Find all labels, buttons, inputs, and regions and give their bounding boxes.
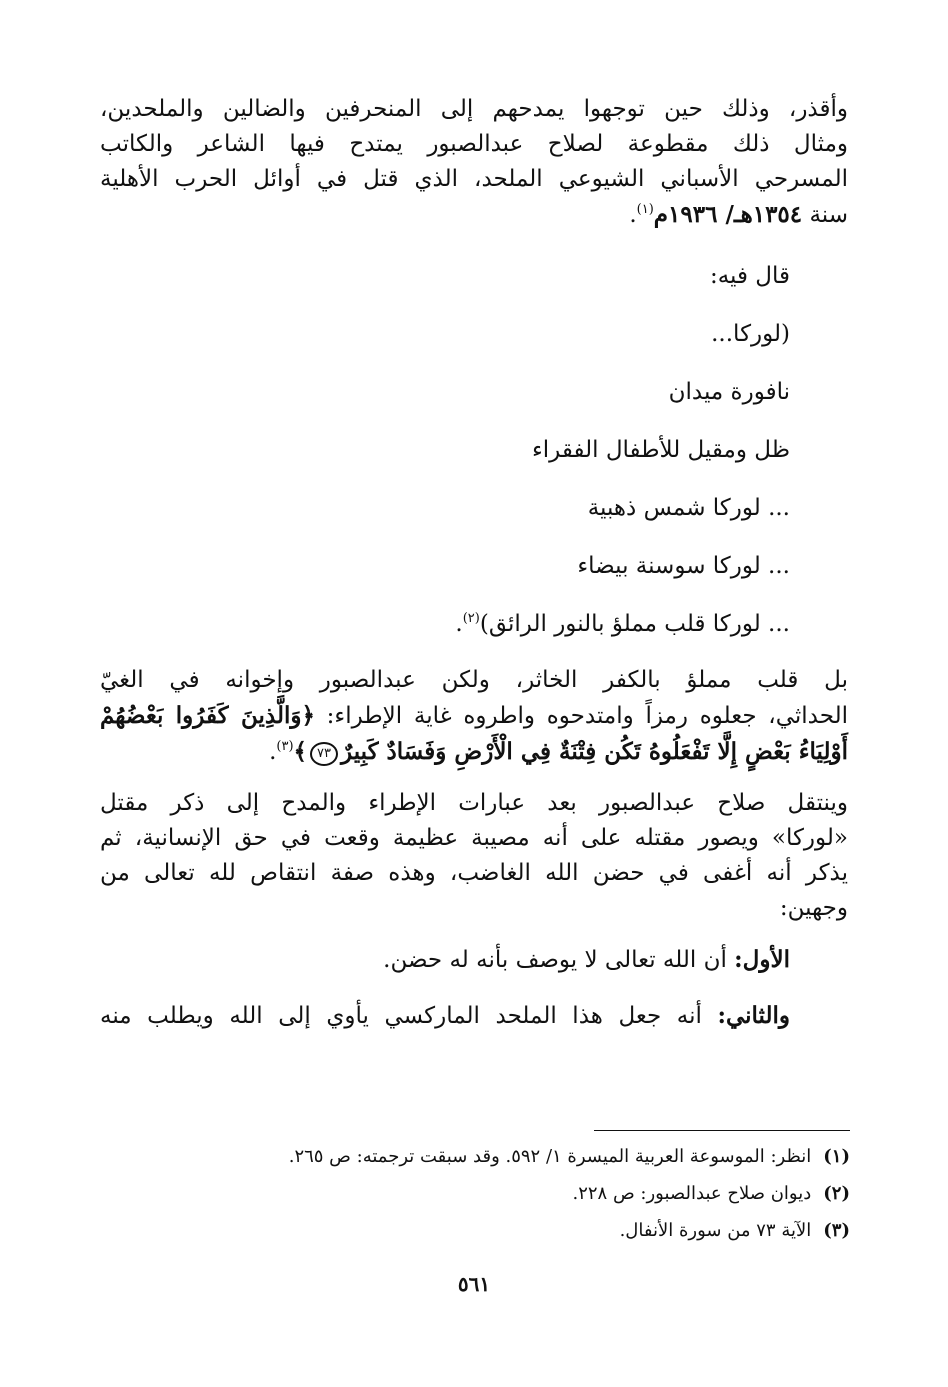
text-fragment: سنة	[802, 202, 848, 228]
point-text: أنه جعل هذا الملحد الماركسي يأوي إلى الله ويطلب منه	[100, 1003, 718, 1029]
text-fragment: ... لوركا قلب مملؤ بالنور الرائق)	[479, 611, 790, 637]
date-text: ١٣٥٤هـ/ ١٩٣٦م	[653, 201, 803, 228]
text-fragment: الحداثي، جعلوه رمزاً وامتدحوه واطروه غاية الإطراء:	[314, 703, 848, 729]
point-label: الأول:	[734, 946, 790, 973]
ayah-number-badge: ٧٣	[310, 742, 338, 766]
footnote-ref: (١)	[636, 202, 654, 217]
text-line	[100, 197, 848, 233]
poem-line: ... لوركا سوسنة بيضاء	[577, 553, 790, 579]
text-line	[100, 998, 790, 1034]
text-line: وأقذر، وذلك حين توجهوا يمدحهم إلى المنحرفين والضالين والملحدين،	[100, 96, 848, 122]
point-second	[100, 998, 848, 1034]
footnote-item	[100, 1175, 850, 1212]
footnote-number: (١)	[823, 1146, 850, 1167]
text-line	[100, 698, 848, 734]
text-fragment: .	[269, 739, 277, 765]
text-line: بل قلب مملؤ بالكفر الخاثر، ولكن عبدالصبور وإخوانه في الغيّ	[100, 667, 848, 693]
text-line: يذكر أنه أغفى في حضن الله الغاضب، وهذه صفة انتقاص لله تعالى من	[100, 860, 848, 886]
text-line: وينتقل صلاح عبدالصبور بعد عبارات الإطراء والمدح إلى ذكر مقتل	[100, 790, 848, 816]
footnote-ref: (٢)	[462, 611, 480, 626]
footnote-number: (٢)	[823, 1183, 850, 1204]
quran-verse: ﴿وَالَّذِينَ كَفَرُوا بَعْضُهُمْ	[100, 702, 315, 729]
text-line: ومثال ذلك مقطوعة لصلاح عبدالصبور يمتدح فيها الشاعر والكاتب	[100, 131, 848, 157]
footnote-ref: (٣)	[276, 739, 294, 754]
paragraph-critique	[100, 663, 848, 770]
poem-line: ظل ومقيل للأطفال الفقراء	[531, 437, 790, 463]
poem-intro: قال فيه:	[709, 263, 790, 289]
footnote-item	[100, 1212, 850, 1249]
text-fragment: .	[455, 611, 463, 637]
poem-line: (لوركا...	[711, 321, 790, 347]
poem-line: نافورة ميدان	[668, 379, 790, 405]
footnote-text: انظر: الموسوعة العربية الميسرة ١/ ٥٩٢. وقد سبقت ترجمته: ص ٢٦٥.	[288, 1146, 812, 1167]
page-number: ٥٦١	[457, 1272, 491, 1296]
poem-line	[100, 595, 790, 653]
poem-line: ... لوركا شمس ذهبية	[587, 495, 790, 521]
text-line: «لوركا» ويصور مقتله على أنه مصيبة عظيمة وقعت في حق الإنسانية، ثم	[100, 825, 848, 851]
quran-verse: أَوْلِيَاءُ بَعْضٍ إِلَّا تَفْعَلُوهُ تَكُن فِتْنَةٌ فِي الْأَرْضِ وَفَسَادٌ كَبِيرٌ	[341, 738, 848, 765]
paragraph-intro	[100, 92, 848, 233]
footnote-number: (٣)	[823, 1220, 850, 1241]
point-first	[100, 942, 848, 978]
point-text: أن الله تعالى لا يوصف بأنه له حضن.	[383, 947, 735, 973]
footnote-text: ديوان صلاح عبدالصبور: ص ٢٢٨.	[572, 1183, 812, 1204]
footnote-divider	[594, 1130, 850, 1131]
footnotes	[100, 1138, 850, 1249]
poem-block	[100, 247, 848, 653]
text-fragment: .	[629, 202, 637, 228]
footnote-text: الآية ٧٣ من سورة الأنفال.	[619, 1220, 812, 1241]
text-line	[100, 942, 790, 978]
point-label: والثاني:	[717, 1002, 790, 1029]
footnote-item	[100, 1138, 850, 1175]
paragraph-analysis	[100, 786, 848, 926]
quran-bracket: ﴾	[293, 738, 308, 765]
text-line: وجهين:	[779, 895, 848, 921]
text-line	[100, 734, 848, 770]
text-line: المسرحي الأسباني الشيوعي الملحد، الذي قتل في أوائل الحرب الأهلية	[100, 166, 848, 192]
